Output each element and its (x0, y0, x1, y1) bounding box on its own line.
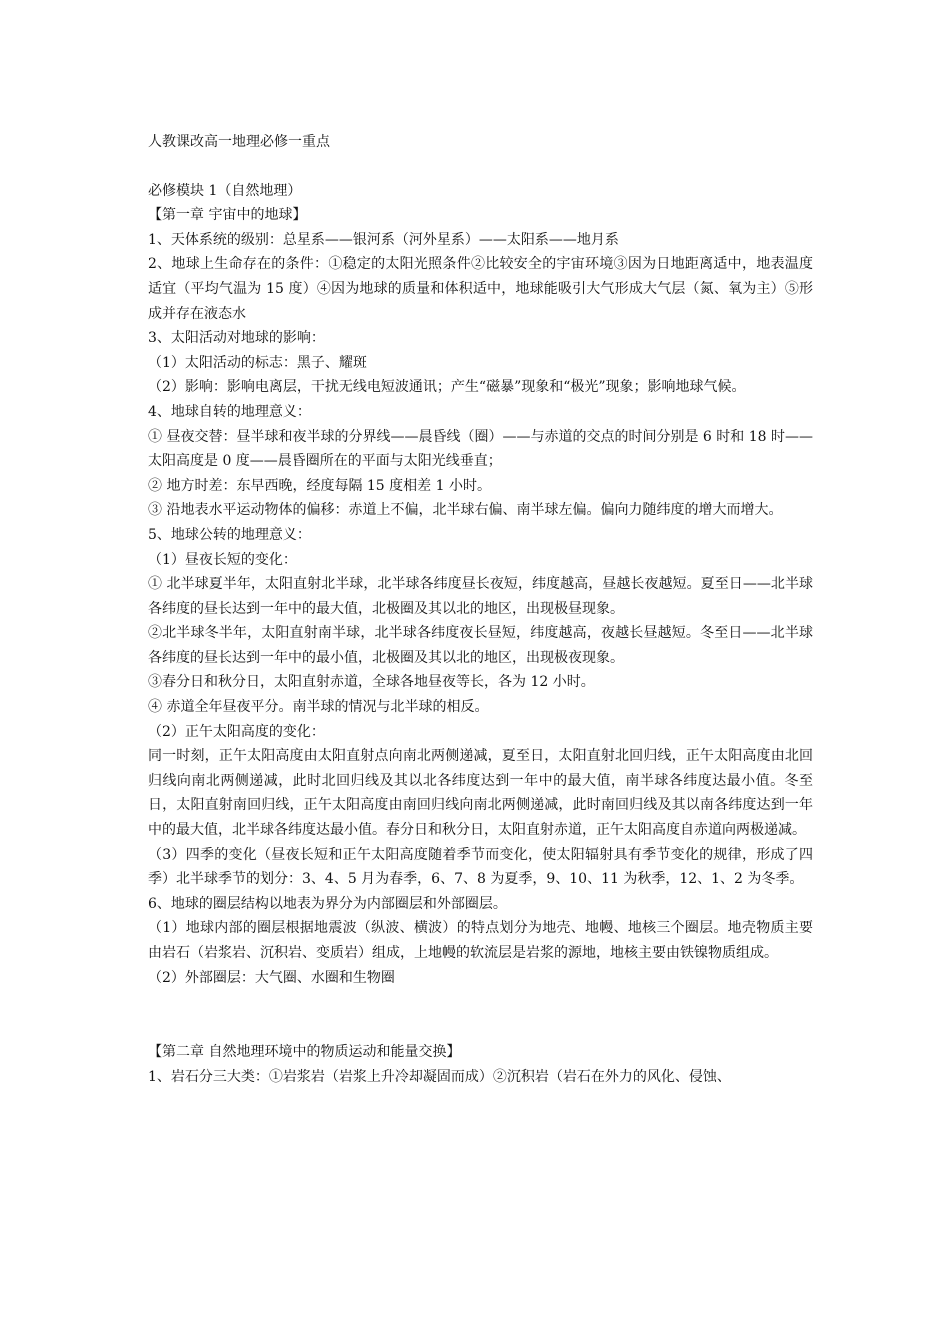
paragraph: 3、太阳活动对地球的影响： (148, 330, 325, 347)
paragraph: （1）地球内部的圈层根据地震波（纵波、横波）的特点划分为地壳、地幔、地核三个圈层。地壳物质主要由岩石（岩浆岩、沉积岩、变质岩）组成，上地幔的软流层是岩浆的源地，地核主要由铁镍物质组成。 (148, 920, 813, 961)
paragraph: 同一时刻，正午太阳高度由太阳直射点向南北两侧递减，夏至日，太阳直射北回归线，正午太阳高度由北回归线向南北两侧递减，此时北回归线及其以北各纬度达到一年中的最大值，南半球各纬度达最小值。冬至日，太阳直射南回归线，正午太阳高度由南回归线向南北两侧递减，此时南回归线及其以南各纬度达到一年中的最大值，北半球各纬度达最小值。春分日和秋分日，太阳直射赤道，正午太阳高度自赤道向两极递减。 (148, 748, 813, 839)
paragraph: （1）昼夜长短的变化： (148, 551, 297, 568)
paragraph: （2）影响：影响电离层，干扰无线电短波通讯；产生“磁暴”现象和“极光”现象；影响地球气候。 (148, 379, 746, 396)
paragraph: 5、地球公转的地理意义： (148, 526, 311, 543)
paragraph: ② 地方时差：东早西晚，经度每隔 15 度相差 1 小时。 (148, 477, 491, 494)
paragraph: 1、天体系统的级别：总星系——银河系（河外星系）——太阳系——地月系 (148, 231, 619, 248)
paragraph: （2）正午太阳高度的变化： (148, 723, 325, 740)
paragraph: （3）四季的变化（昼夜长短和正午太阳高度随着季节而变化，使太阳辐射具有季节变化的规律，形成了四季）北半球季节的划分：3、4、5 月为春季，6、7、8 为夏季，9、10、11 为秋季，12、1、2 为冬季。 (148, 846, 813, 888)
paragraph: 6、地球的圈层结构以地表为界分为内部圈层和外部圈层。 (148, 895, 507, 912)
paragraph: 2、地球上生命存在的条件：①稳定的太阳光照条件②比较安全的宇宙环境③因为日地距离适中，地表温度适宜（平均气温为 15 度）④因为地球的质量和体积适中，地球能吸引大气形成大气层（氮、氧为主）⑤形成并存在液态水 (148, 256, 813, 322)
paragraph: 4、地球自转的地理意义： (148, 403, 311, 420)
paragraph: 1、岩石分三大类：①岩浆岩（岩浆上升冷却凝固而成）②沉积岩（岩石在外力的风化、侵蚀、 (148, 1068, 731, 1085)
chapter-1-heading: 【第一章 宇宙中的地球】 (148, 207, 307, 224)
paragraph: ②北半球冬半年，太阳直射南半球，北半球各纬度夜长昼短，纬度越高，夜越长昼越短。冬至日——北半球各纬度的昼长达到一年中的最小值，北极圈及其以北的地区，出现极夜现象。 (148, 625, 813, 666)
paragraph: ① 昼夜交替：昼半球和夜半球的分界线——晨昏线（圈）——与赤道的交点的时间分别是 6 时和 18 时——太阳高度是 0 度——晨昏圈所在的平面与太阳光线垂直； (148, 428, 813, 470)
paragraph: ④ 赤道全年昼夜平分。南半球的情况与北半球的相反。 (148, 699, 489, 716)
chapter-2-heading: 【第二章 自然地理环境中的物质运动和能量交换】 (148, 1044, 461, 1061)
paragraph: （2）外部圈层：大气圈、水圈和生物圈 (148, 969, 395, 986)
paragraph: ③春分日和秋分日，太阳直射赤道，全球各地昼夜等长，各为 12 小时。 (148, 674, 595, 691)
paragraph: ① 北半球夏半年，太阳直射北半球，北半球各纬度昼长夜短，纬度越高，昼越长夜越短。夏至日——北半球各纬度的昼长达到一年中的最大值，北极圈及其以北的地区，出现极昼现象。 (148, 576, 813, 617)
document-body (148, 130, 813, 1089)
document-title: 人教课改高一地理必修一重点 (148, 134, 330, 150)
paragraph: （1）太阳活动的标志：黑子、耀斑 (148, 354, 367, 371)
module-heading: 必修模块 1（自然地理） (148, 182, 302, 199)
paragraph: ③ 沿地表水平运动物体的偏移：赤道上不偏，北半球右偏、南半球左偏。偏向力随纬度的增大而增大。 (148, 502, 783, 519)
section-spacer (148, 990, 813, 1040)
